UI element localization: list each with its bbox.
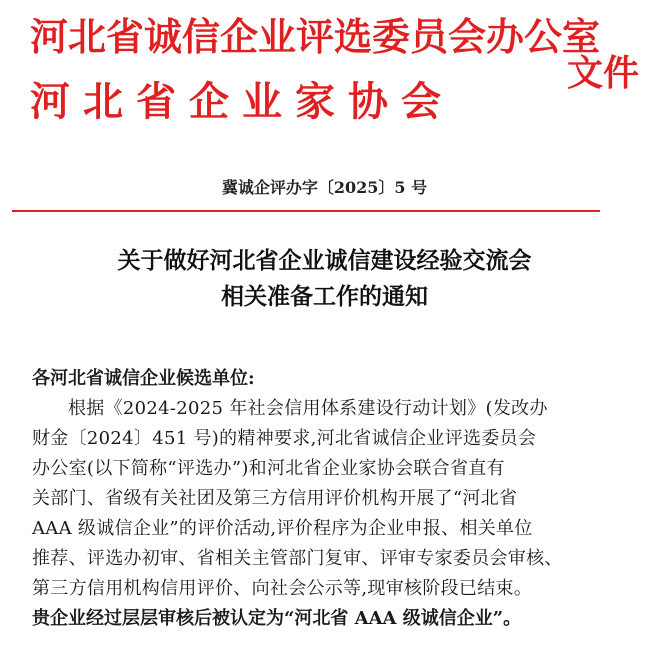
body-line: 关部门、省级有关社团及第三方信用评价机构开展了“河北省 <box>32 488 518 509</box>
body-line: 推荐、评选办初审、省相关主管部门复审、评审专家委员会审核、 <box>32 548 563 569</box>
notice-body <box>32 364 632 634</box>
notice-title <box>0 243 649 315</box>
body-line: 根据《2024-2025 年社会信用体系建设行动计划》(发改办 <box>68 398 548 419</box>
issuing-org-line-1: 河北省诚信企业评选委员会办公室 <box>30 15 601 59</box>
body-line: 办公室(以下简称“评选办”)和河北省企业家协会联合省直有 <box>32 458 505 479</box>
salutation: 各河北省诚信企业候选单位: <box>32 368 255 389</box>
issuing-org-line-2: 河北省企业家协会 <box>30 79 454 125</box>
body-line: 第三方信用机构信用评价、向社会公示等,现审核阶段已结束。 <box>32 578 533 599</box>
body-line: 财金〔2024〕451 号)的精神要求,河北省诚信企业评选委员会 <box>32 428 537 449</box>
notice-title-line-1: 关于做好河北省企业诚信建设经验交流会 <box>117 247 532 274</box>
notice-title-line-2: 相关准备工作的通知 <box>221 283 428 310</box>
body-line: AAA 级诚信企业”的评价活动,评价程序为企业申报、相关单位 <box>32 518 533 539</box>
document-label: 文件 <box>567 53 640 94</box>
red-divider-rule <box>12 210 600 212</box>
document-number: 冀诚企评办字〔2025〕5 号 <box>221 178 428 197</box>
recognition-statement: 贵企业经过层层审核后被认定为“河北省 AAA 级诚信企业”。 <box>32 608 522 629</box>
